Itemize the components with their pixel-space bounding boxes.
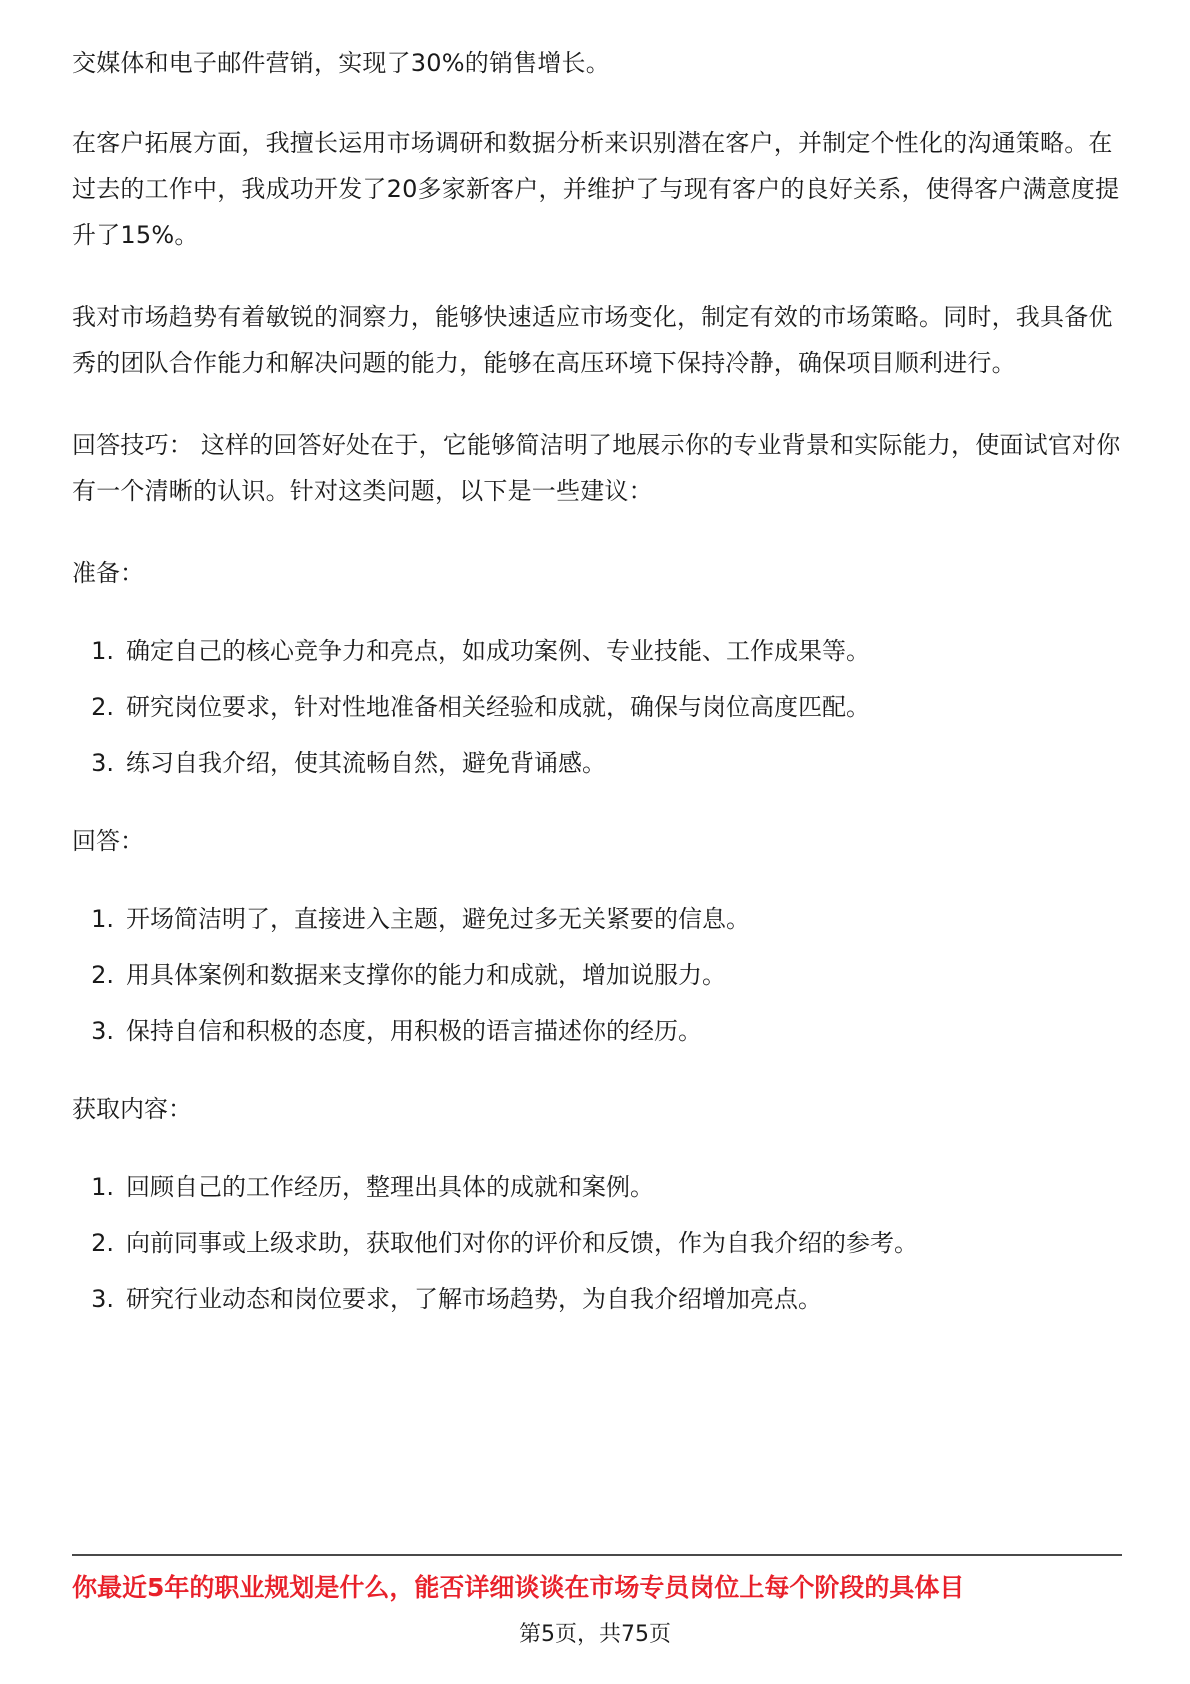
numbered-list (72, 628, 1122, 786)
paragraph-market-insight: 我对市场趋势有着敏锐的洞察力，能够快速适应市场变化，制定有效的市场策略。同时，我具备优秀的团队合作能力和解决问题的能力，能够在高压环境下保持冷静，确保项目顺利进行。 (72, 303, 1113, 377)
list-number: 2. (91, 693, 114, 721)
paragraph-continuation: 交媒体和电子邮件营销，实现了30%的销售增长。 (72, 49, 610, 77)
list-item (72, 1008, 1122, 1054)
list-text: 向前同事或上级求助，获取他们对你的评价和反馈，作为自我介绍的参考。 (126, 1229, 918, 1257)
section-heading: 回答： (72, 827, 144, 855)
page-content (72, 40, 1122, 1354)
list-text: 研究岗位要求，针对性地准备相关经验和成就，确保与岗位高度匹配。 (126, 693, 870, 721)
list-number: 1. (91, 1173, 114, 1201)
section-get-content (72, 1086, 1122, 1322)
list-text: 保持自信和积极的态度，用积极的语言描述你的经历。 (126, 1017, 702, 1045)
list-text: 研究行业动态和岗位要求，了解市场趋势，为自我介绍增加亮点。 (126, 1285, 822, 1313)
list-text: 回顾自己的工作经历，整理出具体的成就和案例。 (126, 1173, 654, 1201)
list-number: 3. (91, 749, 114, 777)
list-number: 2. (91, 1229, 114, 1257)
section-prepare (72, 550, 1122, 786)
paragraph-answer-tips: 回答技巧： 这样的回答好处在于，它能够简洁明了地展示你的专业背景和实际能力，使面试官对你有一个清晰的认识。针对这类问题，以下是一些建议： (72, 431, 1121, 505)
list-number: 3. (91, 1017, 114, 1045)
numbered-list (72, 896, 1122, 1054)
list-number: 1. (91, 637, 114, 665)
list-text: 用具体案例和数据来支撑你的能力和成就，增加说服力。 (126, 961, 726, 989)
list-number: 2. (91, 961, 114, 989)
section-heading: 获取内容： (72, 1095, 192, 1123)
list-item (72, 1220, 1122, 1266)
list-item (72, 952, 1122, 998)
list-number: 1. (91, 905, 114, 933)
list-text: 确定自己的核心竞争力和亮点，如成功案例、专业技能、工作成果等。 (126, 637, 870, 665)
paragraph-customer-expansion: 在客户拓展方面，我擅长运用市场调研和数据分析来识别潜在客户，并制定个性化的沟通策略。在过去的工作中，我成功开发了20多家新客户，并维护了与现有客户的良好关系，使得客户满意度提升了15%。 (72, 129, 1120, 249)
numbered-list (72, 1164, 1122, 1322)
list-item (72, 1164, 1122, 1210)
section-heading: 准备： (72, 559, 144, 587)
list-item (72, 740, 1122, 786)
next-question-link[interactable]: 你最近5年的职业规划是什么，能否详细谈谈在市场专员岗位上每个阶段的具体目 (72, 1573, 965, 1602)
section-answer (72, 818, 1122, 1054)
page-number: 第5页，共75页 (519, 1622, 671, 1647)
list-item (72, 628, 1122, 674)
footer-divider (72, 1554, 1122, 1556)
list-text: 开场简洁明了，直接进入主题，避免过多无关紧要的信息。 (126, 905, 750, 933)
list-text: 练习自我介绍，使其流畅自然，避免背诵感。 (126, 749, 606, 777)
list-item (72, 1276, 1122, 1322)
list-item (72, 896, 1122, 942)
list-number: 3. (91, 1285, 114, 1313)
list-item (72, 684, 1122, 730)
